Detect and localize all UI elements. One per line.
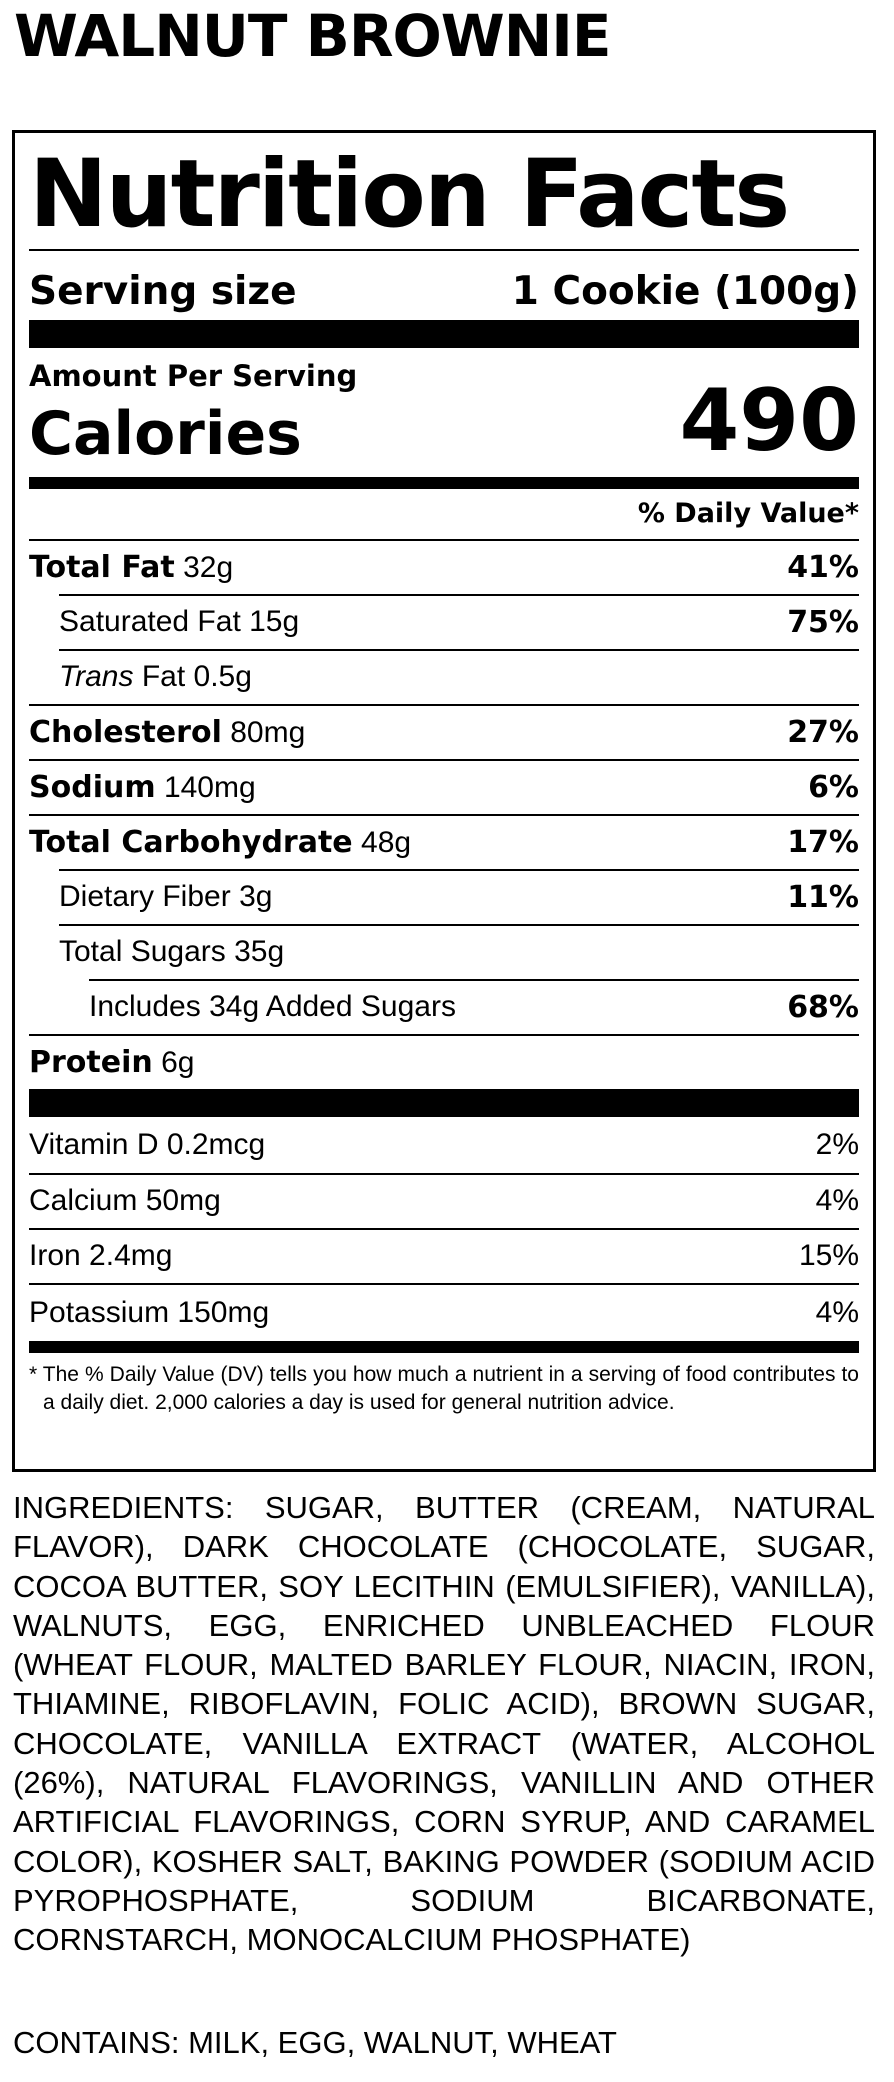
- ingredients-list: INGREDIENTS: SUGAR, BUTTER (CREAM, NATURAL FLAVOR), DARK CHOCOLATE (CHOCOLATE, SUGAR, COCOA BUTTER, SOY LECITHIN (EMULSIFIER), VANILLA), WALNUTS, EGG, ENRICHED UNBLEACHED FLOUR (WHEAT FLOUR, MALTED BARLEY FLOUR, NIACIN, IRON, THIAMINE, RIBOFLAVIN, FOLIC ACID), BROWN SUGAR, CHOCOLATE, VANILLA EXTRACT (WATER, ALCOHOL (26%), NATURAL FLAVORINGS, VANILLIN AND OTHER ARTIFICIAL FLAVORINGS, CORN SYRUP, AND CARAMEL COLOR), KOSHER SALT, BAKING POWDER (SODIUM ACID PYROPHOSPHATE, SODIUM BICARBONATE, CORNSTARCH, MONOCALCIUM PHOSPHATE): [13, 1490, 875, 1958]
- vitamin-amount: 0.2mcg: [166, 1128, 266, 1161]
- vitamin-dv: 2%: [815, 1128, 859, 1161]
- thick-divider: [29, 320, 859, 348]
- nutrient-dv: 11%: [787, 879, 859, 915]
- vitamin-name: Vitamin D: [29, 1128, 159, 1161]
- nutrient-amount: 48g: [361, 825, 412, 859]
- divider: [29, 249, 859, 251]
- nutrient-name: Dietary Fiber: [59, 880, 231, 913]
- vitamin-row-iron: [29, 1230, 859, 1282]
- vitamin-name: Potassium: [29, 1295, 170, 1329]
- nutrient-amount: 80mg: [230, 715, 306, 749]
- nutrient-amount: 3g: [239, 880, 273, 913]
- nutrient-amount: 0.5g: [193, 660, 252, 693]
- vitamin-amount: 150mg: [177, 1295, 270, 1329]
- nutrient-amount: 35g: [234, 935, 285, 968]
- serving-size-value: 1 Cookie (100g): [511, 269, 859, 314]
- nutrient-row-trans-fat: [29, 651, 859, 703]
- nutrient-name: Total Fat: [29, 549, 175, 585]
- product-title: WALNUT BROWNIE: [14, 2, 611, 70]
- nutrient-name: Sodium: [29, 769, 156, 805]
- nutrient-dv: 41%: [787, 549, 859, 585]
- vitamin-row-calcium: [29, 1175, 859, 1227]
- daily-value-footnote: * The % Daily Value (DV) tells you how much a nutrient in a serving of food contributes to a daily diet. 2,000 calories a day is used for general nutrition advice.: [29, 1363, 859, 1414]
- vitamin-dv: 4%: [815, 1295, 859, 1329]
- medium-divider: [29, 1341, 859, 1353]
- nutrient-dv: 27%: [787, 714, 859, 750]
- nutrient-amount: 15g: [249, 605, 300, 638]
- thick-divider: [29, 1089, 859, 1117]
- vitamin-name: Iron: [29, 1239, 81, 1272]
- nutrient-amount: 140mg: [163, 770, 256, 804]
- nutrient-row-total-carbohydrate: [29, 816, 859, 868]
- nutrient-name: Includes 34g Added Sugars: [89, 990, 456, 1023]
- nutrient-dv: 75%: [787, 604, 859, 640]
- nutrient-row-total-sugars: [29, 926, 859, 978]
- nutrition-facts-label: [12, 130, 876, 1472]
- amount-per-serving: Amount Per Serving: [29, 359, 358, 393]
- nutrient-name: Trans: [59, 660, 134, 693]
- serving-size-label: Serving size: [29, 269, 297, 314]
- nutrition-facts-title: Nutrition Facts: [29, 140, 789, 249]
- nutrient-amount: 32g: [183, 550, 234, 584]
- nutrient-row-cholesterol: [29, 706, 859, 758]
- nutrient-row-sodium: [29, 761, 859, 813]
- nutrient-dv: 17%: [787, 824, 859, 860]
- nutrient-row-total-fat: [29, 541, 859, 593]
- vitamin-name: Calcium: [29, 1184, 138, 1217]
- calories-value: 490: [679, 371, 859, 471]
- nutrient-name-suffix: Fat: [141, 660, 186, 693]
- nutrient-row-dietary-fiber: [29, 871, 859, 923]
- calories-label: Calories: [29, 399, 302, 469]
- nutrient-row-added-sugars: [29, 981, 859, 1033]
- nutrient-name: Total Carbohydrate: [29, 824, 353, 860]
- nutrient-name: Cholesterol: [29, 714, 222, 750]
- nutrient-dv: 6%: [808, 769, 859, 805]
- vitamin-row-potassium: [29, 1285, 859, 1340]
- nutrient-row-protein: [29, 1036, 859, 1088]
- medium-divider: [29, 477, 859, 489]
- nutrient-name: Protein: [29, 1044, 153, 1080]
- daily-value-header: % Daily Value*: [637, 498, 859, 529]
- vitamin-amount: 50mg: [145, 1184, 221, 1217]
- nutrient-row-saturated-fat: [29, 596, 859, 648]
- nutrient-name: Saturated Fat: [59, 605, 241, 638]
- nutrient-amount: 6g: [161, 1045, 195, 1079]
- vitamin-dv: 15%: [798, 1239, 859, 1272]
- nutrient-dv: 68%: [787, 989, 859, 1025]
- vitamin-amount: 2.4mg: [89, 1239, 173, 1272]
- serving-size-row: [29, 269, 859, 314]
- vitamin-row-vitamin-d: [29, 1119, 859, 1171]
- allergen-statement: CONTAINS: MILK, EGG, WALNUT, WHEAT: [13, 2025, 617, 2060]
- vitamin-dv: 4%: [815, 1184, 859, 1217]
- nutrient-name: Total Sugars: [59, 935, 226, 968]
